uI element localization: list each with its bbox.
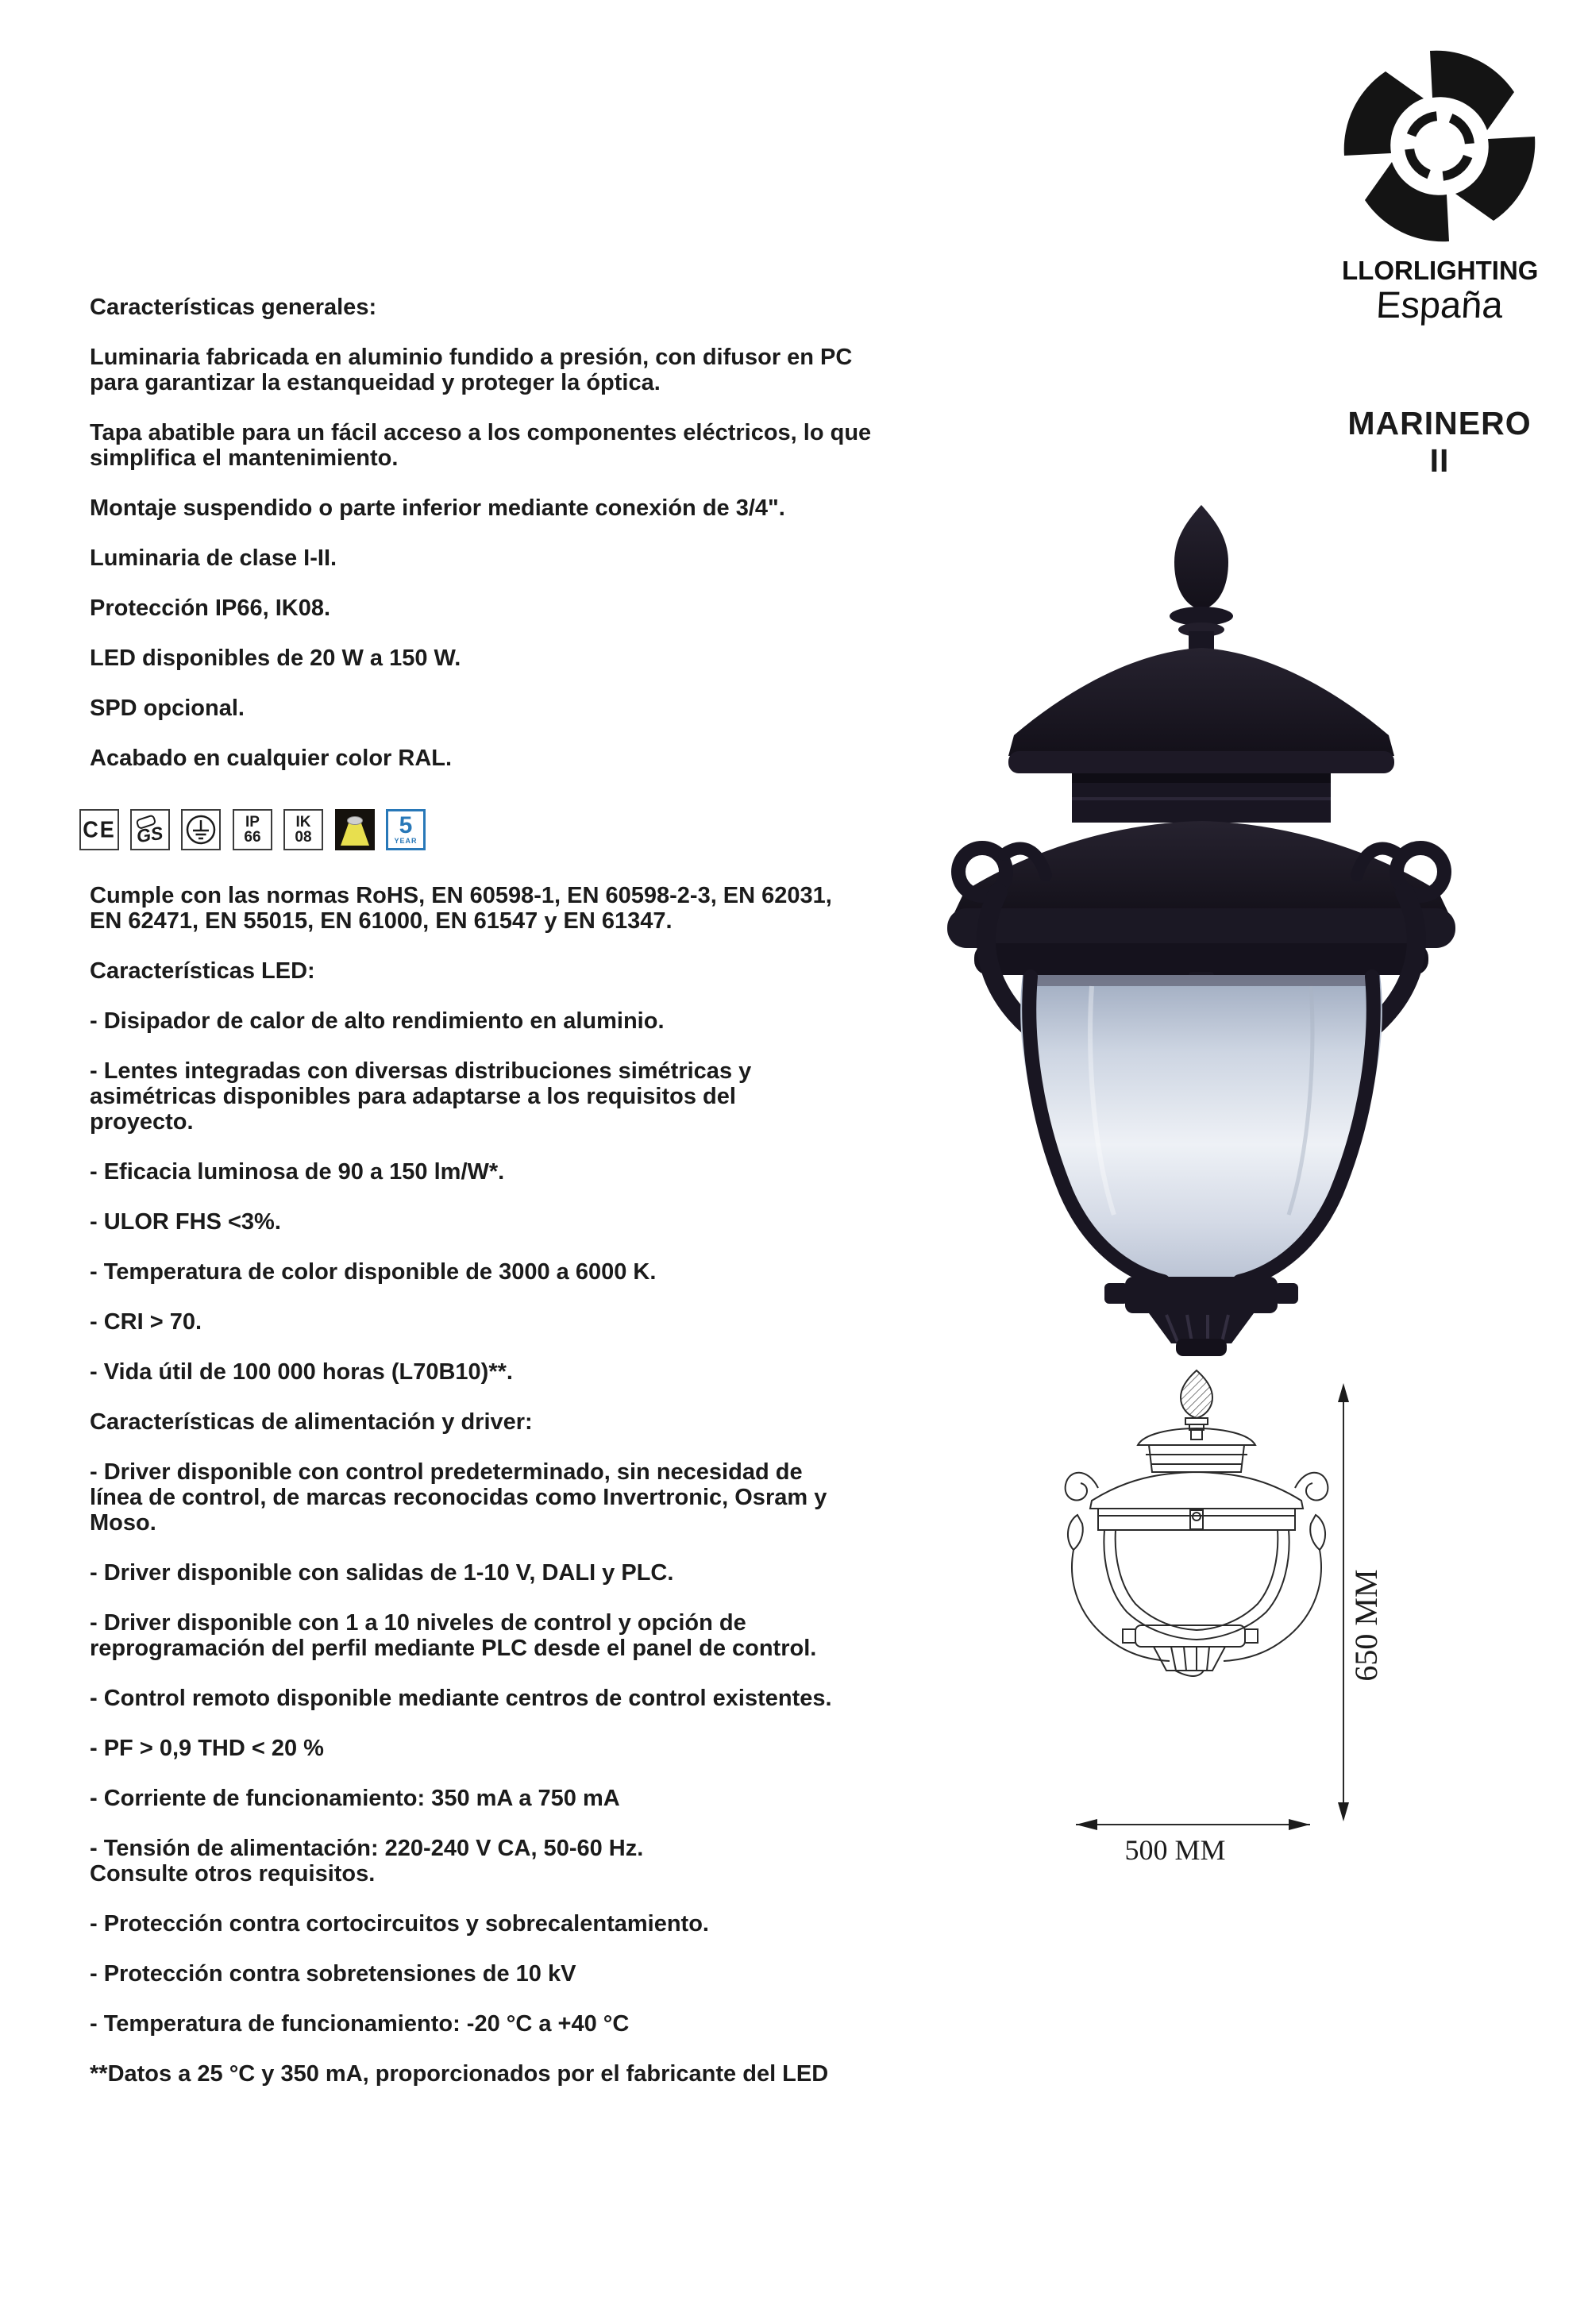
text-line: línea de control, de marcas reconocidas como Invertronic, Osram y <box>90 1485 827 1510</box>
text-line: Moso. <box>90 1510 156 1536</box>
text-line: - CRI > 70. <box>90 1309 202 1335</box>
paragraph <box>90 958 1003 984</box>
text-line: - Driver disponible con salidas de 1-10 V, DALI y PLC. <box>90 1560 674 1586</box>
paragraph <box>90 1209 1003 1235</box>
paragraph <box>90 1836 1003 1887</box>
paragraph <box>90 1159 1003 1185</box>
text-line: Protección IP66, IK08. <box>90 595 331 621</box>
text-line: asimétricas disponibles para adaptarse a los requisitos del <box>90 1084 736 1109</box>
text-line: para garantizar la estanqueidad y proteger la óptica. <box>90 370 661 395</box>
paragraph <box>90 595 1003 621</box>
paragraph <box>90 1359 1003 1385</box>
text-line: EN 62471, EN 55015, EN 61000, EN 61547 y EN 61347. <box>90 908 673 934</box>
text-line: - PF > 0,9 THD < 20 % <box>90 1736 324 1761</box>
ik08-rating-icon <box>283 809 323 850</box>
ip-value: 66 <box>244 829 261 846</box>
text-line: - Tensión de alimentación: 220-240 V CA, 50-60 Hz. <box>90 1836 644 1861</box>
paragraph <box>90 2061 1003 2087</box>
downlight-cone-symbol <box>337 811 373 849</box>
paragraph <box>90 746 1003 771</box>
text-line: - Protección contra cortocircuitos y sobrecalentamiento. <box>90 1911 709 1937</box>
text-line: - Vida útil de 100 000 horas (L70B10)**. <box>90 1359 513 1385</box>
ce-mark-icon <box>79 809 119 850</box>
text-line: Características LED: <box>90 958 315 984</box>
text-line: Acabado en cualquier color RAL. <box>90 746 453 771</box>
text-line: Montaje suspendido o parte inferior mediante conexión de 3/4". <box>90 495 785 521</box>
five-year-warranty-icon <box>386 809 426 850</box>
warranty-unit: YEAR <box>394 837 418 845</box>
paragraph <box>90 1961 1003 1987</box>
text-line: Características generales: <box>90 295 377 320</box>
ik-value: 08 <box>295 829 312 846</box>
text-line: - Protección contra sobretensiones de 10 kV <box>90 1961 576 1987</box>
text-line: LED disponibles de 20 W a 150 W. <box>90 646 461 671</box>
ip-label: IP <box>245 814 260 831</box>
text-line: - ULOR FHS <3%. <box>90 1209 281 1235</box>
text-line: - Corriente de funcionamiento: 350 mA a 750 mA <box>90 1786 620 1811</box>
product-photo-lantern <box>925 500 1477 1356</box>
paragraph <box>90 1309 1003 1335</box>
paragraph <box>90 345 1003 395</box>
gs-label: GS <box>135 822 165 847</box>
pinwheel-logo-icon <box>1343 41 1536 254</box>
paragraph <box>90 1736 1003 1761</box>
brand-name: LLORLIGHTING <box>1342 256 1539 285</box>
text-line: Características de alimentación y driver: <box>90 1409 533 1435</box>
earth-symbol <box>185 814 217 846</box>
paragraph <box>90 1786 1003 1811</box>
paragraph <box>90 1409 1003 1435</box>
paragraph <box>90 1911 1003 1937</box>
paragraph <box>90 420 1003 471</box>
protective-earth-icon <box>181 809 221 850</box>
paragraph <box>90 646 1003 671</box>
text-line: - Temperatura de color disponible de 3000 a 6000 K. <box>90 1259 657 1285</box>
ik-label: IK <box>295 814 311 831</box>
height-dimension-label: 650 MM <box>1348 1569 1384 1682</box>
paragraph <box>90 883 1003 934</box>
width-dimension-label: 500 MM <box>1124 1834 1226 1866</box>
text-line: reprogramación del perfil mediante PLC desde el panel de control. <box>90 1636 817 1661</box>
general-characteristics-text <box>90 295 1003 796</box>
paragraph <box>90 495 1003 521</box>
text-line: proyecto. <box>90 1109 194 1135</box>
brand-country: España <box>1374 283 1505 326</box>
ip66-rating-icon <box>233 809 272 850</box>
text-line: Luminaria fabricada en aluminio fundido a presión, con difusor en PC <box>90 345 853 370</box>
text-line: - Lentes integradas con diversas distribuciones simétricas y <box>90 1058 752 1084</box>
text-line: **Datos a 25 °C y 350 mA, proporcionados por el fabricante del LED <box>90 2061 829 2087</box>
paragraph <box>90 1259 1003 1285</box>
paragraph <box>90 1610 1003 1661</box>
paragraph <box>90 1459 1003 1536</box>
text-line: - Control remoto disponible mediante centros de control existentes. <box>90 1686 832 1711</box>
dimension-drawing-lantern <box>1056 1359 1405 1887</box>
ce-label: CE <box>83 816 116 842</box>
warranty-years: 5 <box>399 812 413 838</box>
text-line: Consulte otros requisitos. <box>90 1861 376 1887</box>
paragraph <box>90 1058 1003 1135</box>
full-cutoff-luminaire-icon <box>335 809 375 850</box>
text-line: Cumple con las normas RoHS, EN 60598-1, EN 60598-2-3, EN 62031, <box>90 883 832 908</box>
paragraph <box>90 696 1003 721</box>
paragraph <box>90 2011 1003 2037</box>
paragraph <box>90 1686 1003 1711</box>
paragraph <box>90 295 1003 320</box>
paragraph <box>90 545 1003 571</box>
text-line: - Driver disponible con control predeterminado, sin necesidad de <box>90 1459 803 1485</box>
led-and-driver-characteristics-text <box>90 883 1003 2111</box>
paragraph <box>90 1008 1003 1034</box>
text-line: - Eficacia luminosa de 90 a 150 lm/W*. <box>90 1159 505 1185</box>
text-line: Tapa abatible para un fácil acceso a los componentes eléctricos, lo que <box>90 420 872 445</box>
text-line: - Disipador de calor de alto rendimiento en aluminio. <box>90 1008 665 1034</box>
text-line: Luminaria de clase I-II. <box>90 545 337 571</box>
gs-mark-icon <box>130 809 170 850</box>
text-line: - Temperatura de funcionamiento: -20 °C a +40 °C <box>90 2011 630 2037</box>
text-line: - Driver disponible con 1 a 10 niveles de control y opción de <box>90 1610 746 1636</box>
text-line: SPD opcional. <box>90 696 245 721</box>
page-title: MARINERO II <box>1347 405 1532 479</box>
paragraph <box>90 1560 1003 1586</box>
text-line: simplifica el mantenimiento. <box>90 445 399 471</box>
